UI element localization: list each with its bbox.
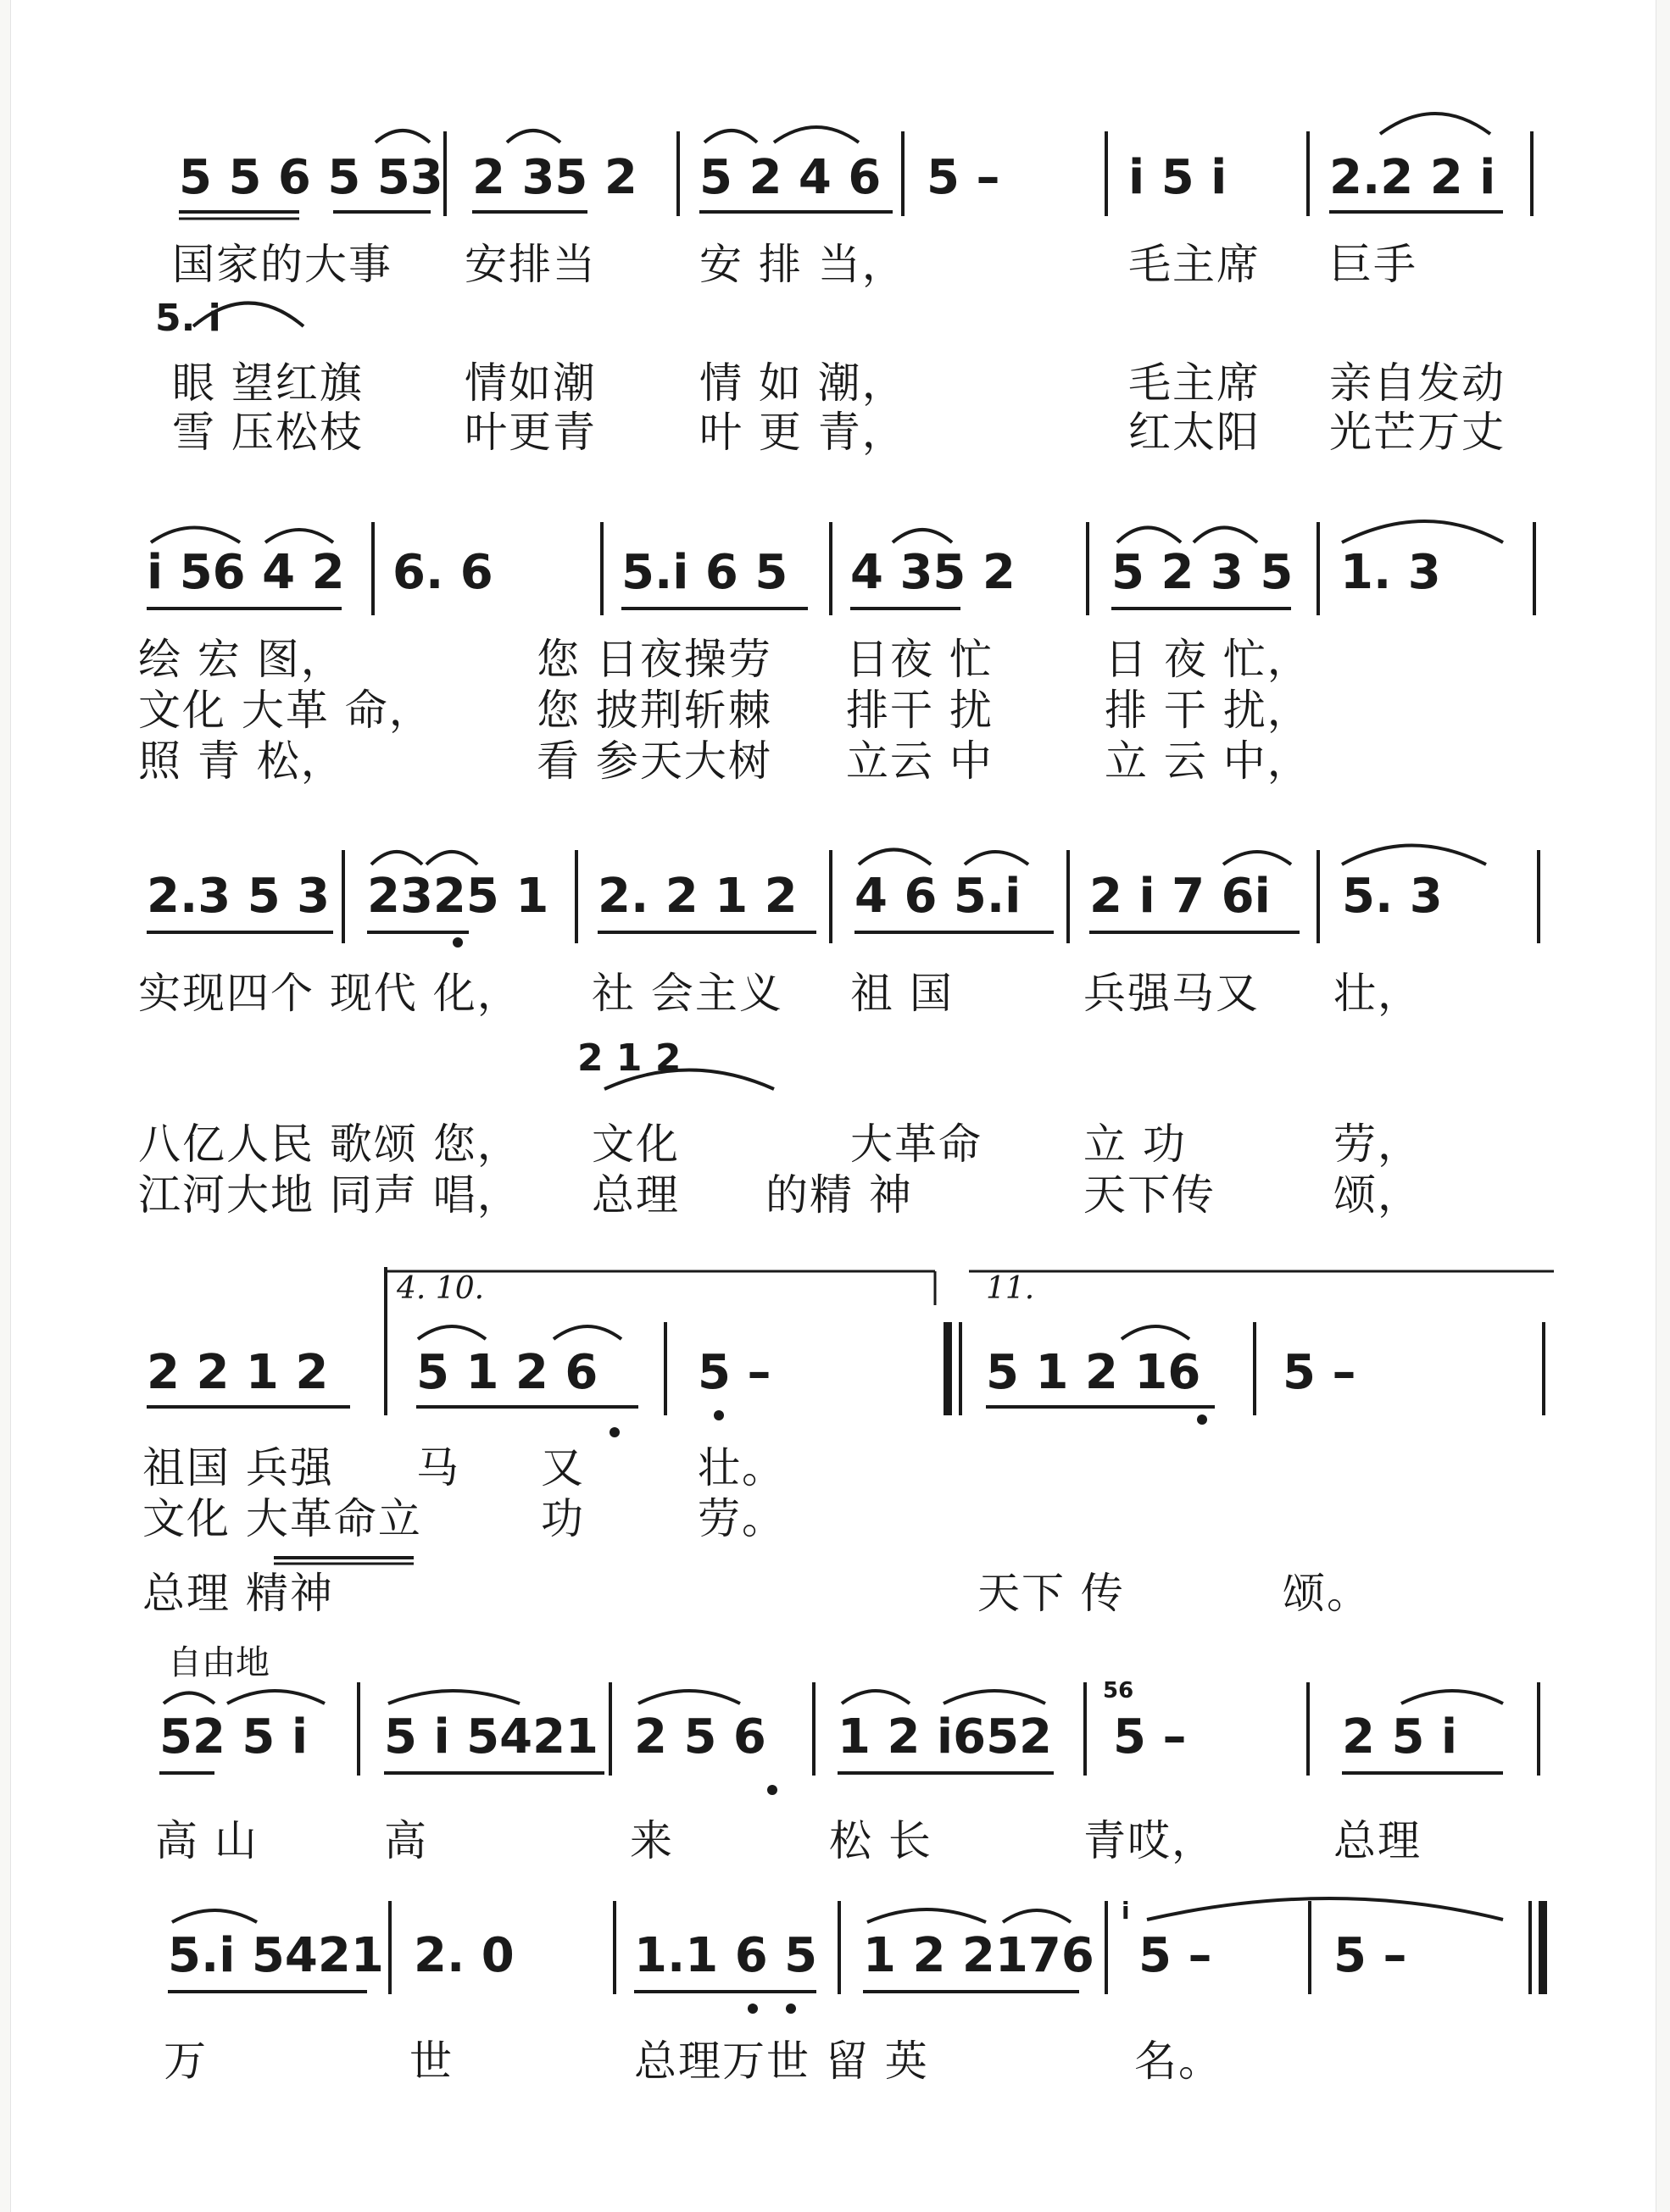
lyric: 兵强马又 xyxy=(1083,969,1260,1018)
lyric-line xyxy=(11,1441,1670,1495)
notes-row xyxy=(11,863,1670,931)
lyric: 颂。 xyxy=(1283,1569,1371,1618)
slur xyxy=(418,1326,486,1339)
measure: i 5 i xyxy=(1128,150,1227,205)
lyric: 实现四个 现代 化， xyxy=(138,969,521,1018)
barline xyxy=(829,522,832,615)
lyric: 红太阳 xyxy=(1128,408,1261,457)
lyric-line xyxy=(11,632,1670,686)
octave-dot xyxy=(453,937,463,948)
octave-dot xyxy=(714,1410,724,1420)
final-barline xyxy=(1539,1901,1547,1994)
barline xyxy=(829,850,832,943)
barline xyxy=(1317,522,1320,615)
lyric: 大革命 xyxy=(850,1120,983,1169)
measure: 2. 0 xyxy=(414,1928,515,1983)
lyric: 亲自发动 xyxy=(1329,358,1506,408)
measure: 2.3 5 3 xyxy=(147,869,331,924)
measure: 5 – xyxy=(698,1345,771,1400)
grace-notes: i xyxy=(1122,1897,1130,1925)
barline xyxy=(357,1682,360,1776)
measure: 2 5 i xyxy=(1342,1709,1458,1765)
slur xyxy=(867,1909,986,1922)
slur xyxy=(507,131,560,142)
octave-dot xyxy=(748,2004,758,2014)
lyric: 的精 神 xyxy=(765,1170,913,1220)
lyric: 叶 更 青， xyxy=(699,408,906,457)
lyric: 高 山 xyxy=(155,1816,259,1865)
barline xyxy=(901,131,905,216)
barline xyxy=(609,1682,612,1776)
lyric: 排 干 扰， xyxy=(1105,686,1311,735)
lyric-line xyxy=(11,1117,1670,1171)
measure: 5. 3 xyxy=(1342,869,1443,924)
octave-dot xyxy=(1197,1414,1207,1425)
lyric: 文化 大革命立 xyxy=(142,1494,422,1543)
notes-row xyxy=(11,539,1670,607)
barline xyxy=(1105,1901,1108,1994)
lyric: 功 xyxy=(541,1494,585,1543)
lyric: 壮。 xyxy=(698,1443,786,1492)
lyric: 八亿人民 歌颂 您， xyxy=(138,1120,521,1169)
lyric: 壮， xyxy=(1333,969,1422,1018)
lyric-line xyxy=(11,1814,1670,1868)
lyric: 情 如 潮， xyxy=(699,358,906,408)
lyric: 叶更青 xyxy=(465,408,597,457)
lyric: 绘 宏 图， xyxy=(138,635,345,684)
slur xyxy=(388,1691,520,1703)
lyric: 文化 xyxy=(592,1120,680,1169)
slur xyxy=(376,131,430,142)
lyric: 光芒万丈 xyxy=(1329,408,1506,457)
variant-notes: 5. i xyxy=(155,297,221,340)
lyric: 雪 压松枝 xyxy=(172,408,364,457)
lyric: 立 功 xyxy=(1083,1120,1187,1169)
barline xyxy=(1066,850,1070,943)
lyric-line xyxy=(11,2034,1670,2088)
lyric: 名。 xyxy=(1134,2037,1222,2086)
slur xyxy=(1401,1691,1503,1703)
lyric-line xyxy=(11,237,1670,292)
barline xyxy=(1086,522,1089,615)
lyric: 祖 国 xyxy=(850,969,954,1018)
barline xyxy=(388,1901,392,1994)
barline xyxy=(1530,131,1534,216)
notation-marks xyxy=(11,0,1670,2212)
lyric: 劳， xyxy=(1333,1120,1422,1169)
measure: 1. 3 xyxy=(1340,545,1441,600)
lyric-line xyxy=(11,1492,1670,1546)
lyric: 世 xyxy=(409,2037,454,2086)
barline xyxy=(1308,1901,1311,1994)
lyric: 照 青 松， xyxy=(138,736,345,786)
barline xyxy=(664,1322,667,1415)
measure: 2. 2 1 2 xyxy=(598,869,798,924)
slur xyxy=(554,1326,621,1339)
lyric: 总理 xyxy=(1333,1816,1422,1865)
lyric: 马 xyxy=(416,1443,460,1492)
barline xyxy=(1105,131,1108,216)
measure: 5 5 6 5 53 xyxy=(179,150,443,205)
lyric: 万 xyxy=(164,2037,208,2086)
barline xyxy=(838,1901,841,1994)
barline xyxy=(1533,522,1536,615)
measure: 1 2 i652 xyxy=(838,1709,1053,1765)
score-page xyxy=(10,0,1656,2212)
barline xyxy=(1537,850,1540,943)
lyric: 青哎， xyxy=(1083,1816,1216,1865)
lyric: 总理万世 留 英 xyxy=(634,2037,929,2086)
lyric: 立 云 中， xyxy=(1105,736,1311,786)
lyric-line xyxy=(11,356,1670,410)
lyric: 江河大地 同声 唱， xyxy=(138,1170,521,1220)
lyric-line xyxy=(11,405,1670,459)
barline xyxy=(1306,1682,1310,1776)
lyric-line xyxy=(11,683,1670,737)
measure: 5 1 2 16 xyxy=(986,1345,1201,1400)
notes-row xyxy=(11,144,1670,212)
lyric: 您 披荆斩棘 xyxy=(537,686,772,735)
barline xyxy=(1537,1682,1540,1776)
barline xyxy=(812,1682,816,1776)
octave-dot xyxy=(767,1785,777,1795)
measure: 5 – xyxy=(1113,1709,1187,1765)
barline xyxy=(1542,1322,1545,1415)
final-barline xyxy=(1528,1901,1532,1994)
measure: 5 – xyxy=(1138,1928,1212,1983)
lyric: 日 夜 忙， xyxy=(1105,635,1311,684)
measure: i 56 4 2 xyxy=(147,545,345,600)
notes-row xyxy=(11,1703,1670,1771)
measure: 2 i 7 6i xyxy=(1089,869,1271,924)
measure: 1.1 6 5 xyxy=(634,1928,818,1983)
measure: 6. 6 xyxy=(392,545,493,600)
slur xyxy=(227,1691,325,1703)
measure: 2 5 6 xyxy=(634,1709,766,1765)
slur xyxy=(172,1910,257,1922)
lyric: 安 排 当， xyxy=(699,240,906,289)
measure: 5 – xyxy=(1283,1345,1356,1400)
barline xyxy=(613,1901,616,1994)
measure: 4 6 5.i xyxy=(854,869,1021,924)
barline xyxy=(384,1267,387,1415)
repeat-barline xyxy=(959,1322,962,1415)
lyric-line xyxy=(11,734,1670,788)
measure: 52 5 i xyxy=(159,1709,309,1765)
measure: 5 2 4 6 xyxy=(699,150,882,205)
slur xyxy=(1003,1910,1071,1922)
barline xyxy=(575,850,578,943)
barline xyxy=(676,131,680,216)
lyric: 排干 扰 xyxy=(846,686,994,735)
lyric: 社 会主义 xyxy=(592,969,783,1018)
lyric: 眼 望红旗 xyxy=(172,358,364,408)
lyric: 高 xyxy=(384,1816,428,1865)
octave-dot xyxy=(610,1427,620,1437)
measure: 2 2 1 2 xyxy=(147,1345,329,1400)
lyric: 总理 精神 xyxy=(142,1569,334,1618)
barline xyxy=(600,522,604,615)
barline xyxy=(342,850,345,943)
lyric: 劳。 xyxy=(698,1494,786,1543)
lyric: 毛主席 xyxy=(1128,358,1261,408)
grace-notes: 56 xyxy=(1103,1678,1134,1703)
barline xyxy=(1083,1682,1087,1776)
lyric: 安排当 xyxy=(465,240,597,289)
lyric: 国家的大事 xyxy=(172,240,392,289)
slur xyxy=(638,1691,740,1703)
measure: 5.i 6 5 xyxy=(621,545,788,600)
lyric: 巨手 xyxy=(1329,240,1417,289)
slur xyxy=(842,1691,910,1703)
measure: 5.i 5421 xyxy=(168,1928,384,1983)
slur xyxy=(1147,1898,1503,1920)
lyric: 日夜 忙 xyxy=(846,635,994,684)
lyric: 情如潮 xyxy=(465,358,597,408)
barline xyxy=(443,131,447,216)
lyric: 来 xyxy=(630,1816,674,1865)
notes-row xyxy=(11,1339,1670,1407)
measure: 1 2 2176 xyxy=(863,1928,1094,1983)
barline xyxy=(1306,131,1310,216)
measure: 2325 1 xyxy=(367,869,549,924)
slur xyxy=(1122,1326,1189,1339)
measure: 5 – xyxy=(1333,1928,1407,1983)
measure: 5 – xyxy=(927,150,1000,205)
lyric-line xyxy=(11,966,1670,1020)
lyric: 文化 大革 命， xyxy=(138,686,433,735)
measure: 5 1 2 6 xyxy=(416,1345,598,1400)
lyric: 松 长 xyxy=(829,1816,932,1865)
lyric: 祖国 兵强 xyxy=(142,1443,334,1492)
lyric-line xyxy=(11,1168,1670,1222)
slur xyxy=(164,1693,214,1704)
measure: 2 35 2 xyxy=(472,150,637,205)
lyric: 您 日夜操劳 xyxy=(537,635,772,684)
barline xyxy=(1253,1322,1256,1415)
slur xyxy=(1342,846,1486,865)
octave-dot xyxy=(786,2004,796,2014)
lyric: 立云 中 xyxy=(846,736,994,786)
ending-1-label: 4. 10. xyxy=(397,1271,485,1306)
measure: 2.2 2 i xyxy=(1329,150,1496,205)
lyric: 又 xyxy=(541,1443,585,1492)
slur xyxy=(944,1691,1045,1703)
lyric: 总理 xyxy=(592,1170,680,1220)
barline xyxy=(371,522,375,615)
slur xyxy=(774,127,859,142)
repeat-barline xyxy=(944,1322,952,1415)
lyric: 看 参天大树 xyxy=(537,736,772,786)
measure: 4 35 2 xyxy=(850,545,1016,600)
measure: 5 2 3 5 xyxy=(1111,545,1294,600)
tempo-marking: 自由地 xyxy=(168,1643,270,1682)
lyric: 毛主席 xyxy=(1128,240,1261,289)
lyric-line xyxy=(11,1566,1670,1620)
lyric: 天下传 xyxy=(1083,1170,1216,1220)
ending-2-label: 11. xyxy=(986,1271,1035,1306)
lyric: 天下 传 xyxy=(977,1569,1125,1618)
slur xyxy=(1380,114,1490,134)
variant-notes: 2 1 2 xyxy=(577,1037,682,1080)
barline xyxy=(1317,850,1320,943)
measure: 5 i 5421 xyxy=(384,1709,599,1765)
slur xyxy=(704,131,757,142)
lyric: 颂， xyxy=(1333,1170,1422,1220)
